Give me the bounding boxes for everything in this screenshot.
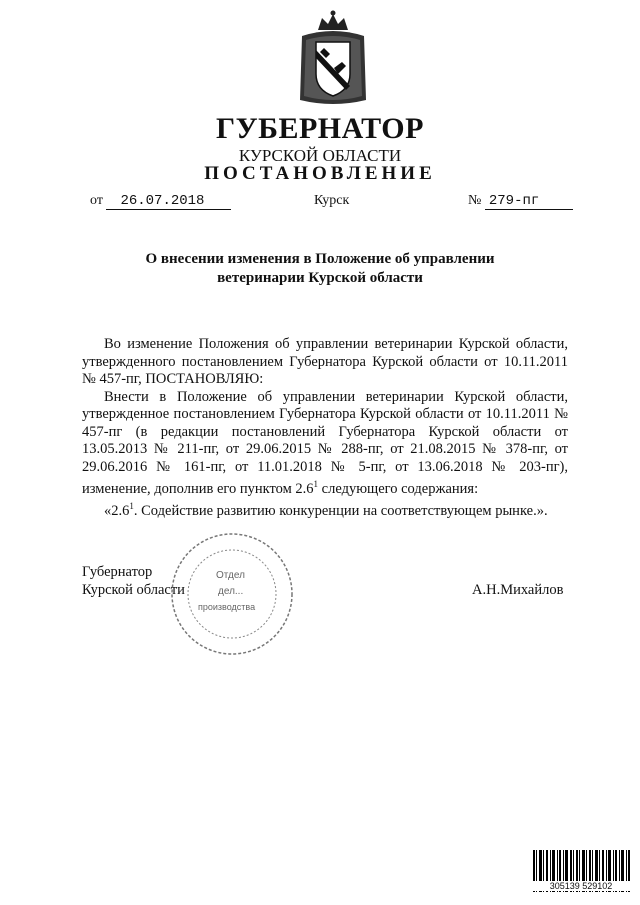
signatory-position [82, 563, 185, 599]
document-subject [0, 250, 640, 288]
document-body [82, 336, 568, 521]
stamp-line-3: производства [198, 602, 256, 612]
barcode-number: 305139 529102 [532, 881, 630, 891]
signatory-name: А.Н.Михайлов [472, 582, 564, 598]
issuer-title: ГУБЕРНАТОР [216, 112, 424, 145]
date-field [106, 193, 231, 210]
superscript: 1 [129, 501, 134, 512]
official-stamp [168, 528, 296, 660]
body-paragraph-1: Во изменение Положения об управлении ветеринарии Курской области, утвержденного постановлением Губернатора Курской области от 10.11.2011 № 457-пг, ПОСТАНОВЛЯЮ: [82, 336, 568, 387]
number-field [485, 193, 573, 210]
superscript: 1 [313, 479, 319, 489]
subject-line-1: О внесении изменения в Положение об управлении [145, 251, 495, 267]
coat-of-arms-emblem [296, 8, 370, 108]
position-line-1: Губернатор [82, 564, 153, 580]
city: Курск [314, 193, 350, 208]
body-paragraph-3 [82, 498, 568, 520]
stamp-line-1: Отдел [216, 570, 245, 581]
document-type: ПОСТАНОВЛЕНИЕ [204, 163, 436, 184]
number-value: 279-пг [488, 193, 540, 209]
date-line [90, 193, 231, 210]
date-value: 26.07.2018 [120, 193, 205, 209]
number-prefix: № [468, 193, 482, 208]
position-line-2: Курской области [82, 582, 185, 598]
body-paragraph-2-tail: следующего содержания: [318, 480, 479, 497]
date-prefix: от [90, 193, 103, 208]
body-paragraph-2 [82, 389, 568, 499]
body-paragraph-2-text: Внести в Положение об управлении ветеринарии Курской области, утвержденное постановлением Губернатора Курской области от 10.11.2011 № 457-пг (в редакции постановлений Губернатора Курской области от 13.05.2013 № 211-пг, от 29.06.2015 № 288-пг, от 21.08.2015 № 378-пг, от 29.06.2016 № 161-пг, от 11.01.2018 № 5-пг, от 13.06.2018 № 203-пг), изменение, дополнив его пунктом 2.6 [82, 388, 568, 497]
number-line [468, 193, 573, 210]
body-paragraph-3-text: . Содействие развитию конкуренции на соответствующем рынке.». [133, 503, 548, 520]
stamp-line-2: дел... [218, 586, 244, 597]
body-paragraph-3-head: «2.6 [104, 503, 130, 520]
subject-line-2: ветеринарии Курской области [217, 270, 423, 286]
issuer-region: КУРСКОЙ ОБЛАСТИ [238, 146, 402, 165]
